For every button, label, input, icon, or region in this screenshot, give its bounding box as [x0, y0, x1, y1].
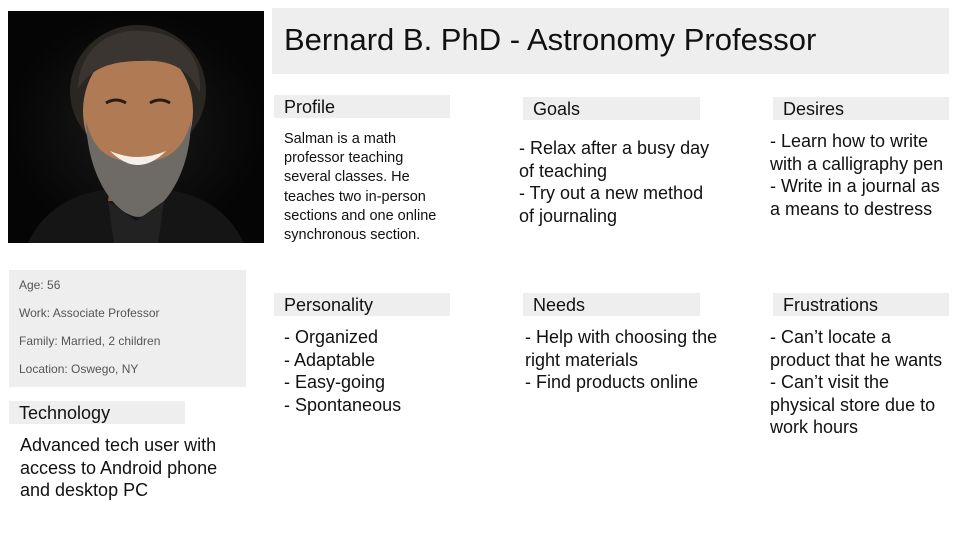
technology-text: Advanced tech user with access to Android phone and desktop PC	[20, 435, 218, 500]
technology-label: Technology	[19, 403, 111, 423]
age-text: Age: 56	[19, 278, 61, 292]
goals-label-box	[523, 97, 700, 120]
needs-label-box	[523, 293, 700, 316]
profile-label: Profile	[284, 97, 336, 117]
goals-text: - Relax after a busy day of teaching - Try out a new method of journaling	[519, 138, 710, 226]
personality-label-box	[274, 293, 450, 316]
location-text: Location: Oswego, NY	[19, 362, 139, 376]
profile-label-box	[274, 95, 450, 118]
frustrations-label: Frustrations	[783, 295, 879, 315]
desires-text: - Learn how to write with a calligraphy pen - Write in a journal as a means to destress	[770, 131, 944, 219]
frustrations-text: - Can’t locate a product that he wants - Can’t visit the physical store due to work hours	[770, 327, 943, 437]
personality-text: - Organized - Adaptable - Easy-going - Spontaneous	[284, 327, 402, 415]
profile-text: Salman is a math professor teaching several classes. He teaches two in-person sections and one online synchronous section.	[284, 131, 437, 244]
family-text: Family: Married, 2 children	[19, 334, 161, 348]
page-title: Bernard B. PhD - Astronomy Professor	[284, 22, 817, 57]
desires-label-box	[773, 97, 949, 120]
desires-label: Desires	[783, 99, 845, 119]
goals-label: Goals	[533, 99, 581, 119]
persona-photo	[8, 11, 264, 243]
needs-label: Needs	[533, 295, 586, 315]
personality-label: Personality	[284, 295, 374, 315]
title-banner	[272, 8, 949, 74]
technology-label-box	[9, 401, 185, 424]
person-portrait-icon	[8, 11, 264, 243]
persona-info-card	[9, 270, 246, 387]
needs-text: - Help with choosing the right materials - Find products online	[525, 327, 718, 392]
frustrations-label-box	[773, 293, 949, 316]
work-text: Work: Associate Professor	[19, 306, 160, 320]
